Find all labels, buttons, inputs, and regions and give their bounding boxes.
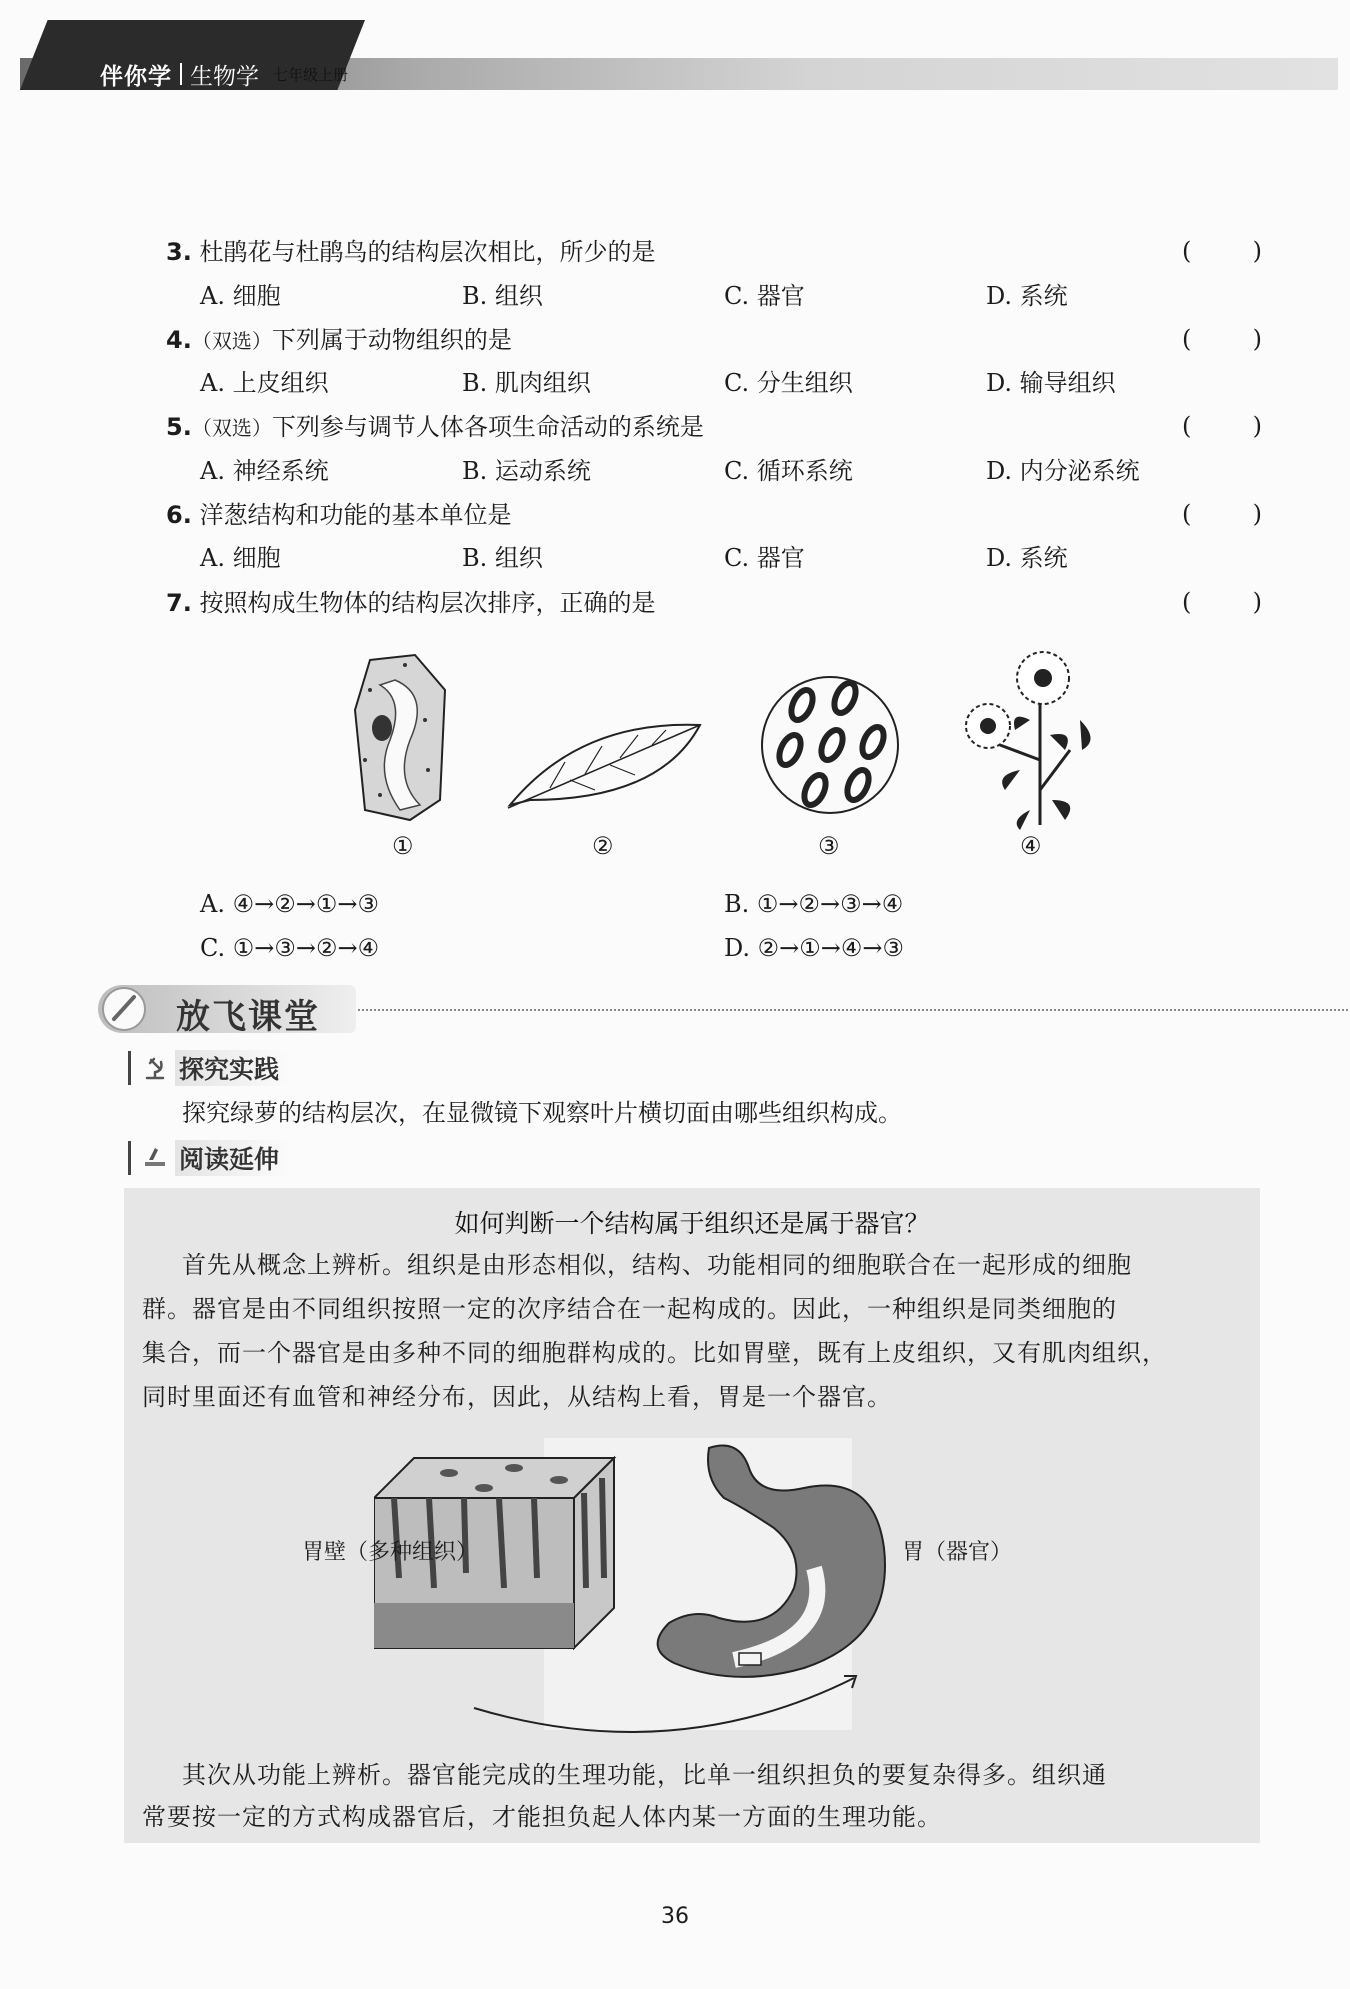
explore-heading [128,1050,289,1086]
stomach-label: 胃（器官） [902,1540,1013,1565]
option: B. 运动系统 [462,457,591,485]
book-icon [141,1144,169,1172]
option: B. 组织 [462,544,543,572]
answer-blank[interactable]: ( ) [1182,237,1262,265]
option: D. 内分泌系统 [986,457,1140,485]
header-text [100,58,348,90]
option: C. 分生组织 [724,369,853,397]
structure-levels-figure [340,650,1120,860]
header-separator [180,63,182,85]
answer-blank[interactable]: ( ) [1182,500,1262,528]
question-5 [166,412,1266,443]
reading-line: 同时里面还有血管和神经分布，因此，从结构上看，胃是一个器官。 [142,1383,892,1411]
question-7 [166,588,1266,618]
question-6 [166,500,1266,530]
option: C. 循环系统 [724,457,853,485]
question-text: 下列属于动物组织的是 [271,326,512,354]
option: C. 器官 [724,544,805,572]
question-number: 4. [166,326,192,354]
figure-label: ③ [818,832,840,860]
option: A. 神经系统 [200,457,329,485]
page-header [0,20,1350,92]
option: D. 系统 [986,282,1068,310]
section-title: 放飞课堂 [176,997,320,1037]
option: B. 肌肉组织 [462,369,591,397]
explore-text: 探究绿萝的结构层次，在显微镜下观察叶片横切面由哪些组织构成。 [182,1099,902,1127]
stomach-illustration [658,1446,885,1677]
reading-line: 首先从概念上辨析。组织是由形态相似，结构、功能相同的细胞联合在一起形成的细胞 [182,1251,1132,1279]
question-text: 下列参与调节人体各项生命活动的系统是 [271,413,704,441]
reading-line: 常要按一定的方式构成器官后，才能担负起人体内某一方面的生理功能。 [142,1803,942,1831]
stomach-wall-label: 胃壁（多种组织） [302,1540,479,1565]
dotted-divider [358,1009,1350,1011]
question-number: 5. [166,413,192,441]
reading-title-heading: 阅读延伸 [175,1140,289,1176]
leaf-illustration [508,725,700,808]
subject-label: 生物学 [190,63,259,90]
option: A. 细胞 [200,544,281,572]
brand-label: 伴你学 [100,63,172,90]
question-number: 3. [166,238,192,266]
plant-illustration [966,652,1091,830]
reading-title: 如何判断一个结构属于组织还是属于器官？ [454,1209,930,1238]
reading-box [124,1188,1260,1843]
reading-line: 其次从功能上辨析。器官能完成的生理功能，比单一组织担负的要复杂得多。组织通 [182,1761,1107,1789]
stomach-figure [374,1438,1144,1738]
explore-title: 探究实践 [175,1050,289,1086]
pen-icon [98,985,154,1033]
heading-bar [128,1141,131,1175]
question-number: 6. [166,501,192,529]
option: A. 上皮组织 [200,369,329,397]
figure-label: ② [592,832,614,860]
option: C. 器官 [724,282,805,310]
page-number: 36 [661,1904,689,1929]
question-4 [166,325,1266,356]
question-tag: （双选） [191,416,272,440]
question-text: 洋葱结构和功能的基本单位是 [199,501,512,529]
option: B. 组织 [462,282,543,310]
answer-blank[interactable]: ( ) [1182,588,1262,616]
grade-label: 七年级上册 [273,65,349,84]
option: D. 系统 [986,544,1068,572]
reading-line: 群。器官是由不同组织按照一定的次序结合在一起构成的。因此，一种组织是同类细胞的 [142,1295,1117,1323]
question-text: 杜鹃花与杜鹃鸟的结构层次相比，所少的是 [199,238,656,266]
option: B. ①→②→③→④ [724,890,904,918]
reading-line: 集合，而一个器官是由多种不同的细胞群构成的。比如胃壁，既有上皮组织，又有肌肉组织， [142,1339,1167,1367]
figure-label: ① [392,832,414,860]
question-3 [166,237,1266,267]
microscope-icon [141,1054,169,1082]
option: C. ①→③→②→④ [200,934,380,962]
tissue-illustration [762,677,898,813]
question-text: 按照构成生物体的结构层次排序，正确的是 [199,589,656,617]
option: D. ②→①→④→③ [724,934,905,962]
option: D. 输导组织 [986,369,1116,397]
heading-bar [128,1051,131,1085]
option: A. 细胞 [200,282,281,310]
answer-blank[interactable]: ( ) [1182,325,1262,353]
option: A. ④→②→①→③ [200,890,379,918]
figure-label: ④ [1020,832,1042,860]
reading-heading [128,1140,289,1176]
question-tag: （双选） [191,329,272,353]
answer-blank[interactable]: ( ) [1182,412,1262,440]
plant-cell-illustration [355,655,445,820]
question-number: 7. [166,589,192,617]
section-heading [98,985,1268,1041]
